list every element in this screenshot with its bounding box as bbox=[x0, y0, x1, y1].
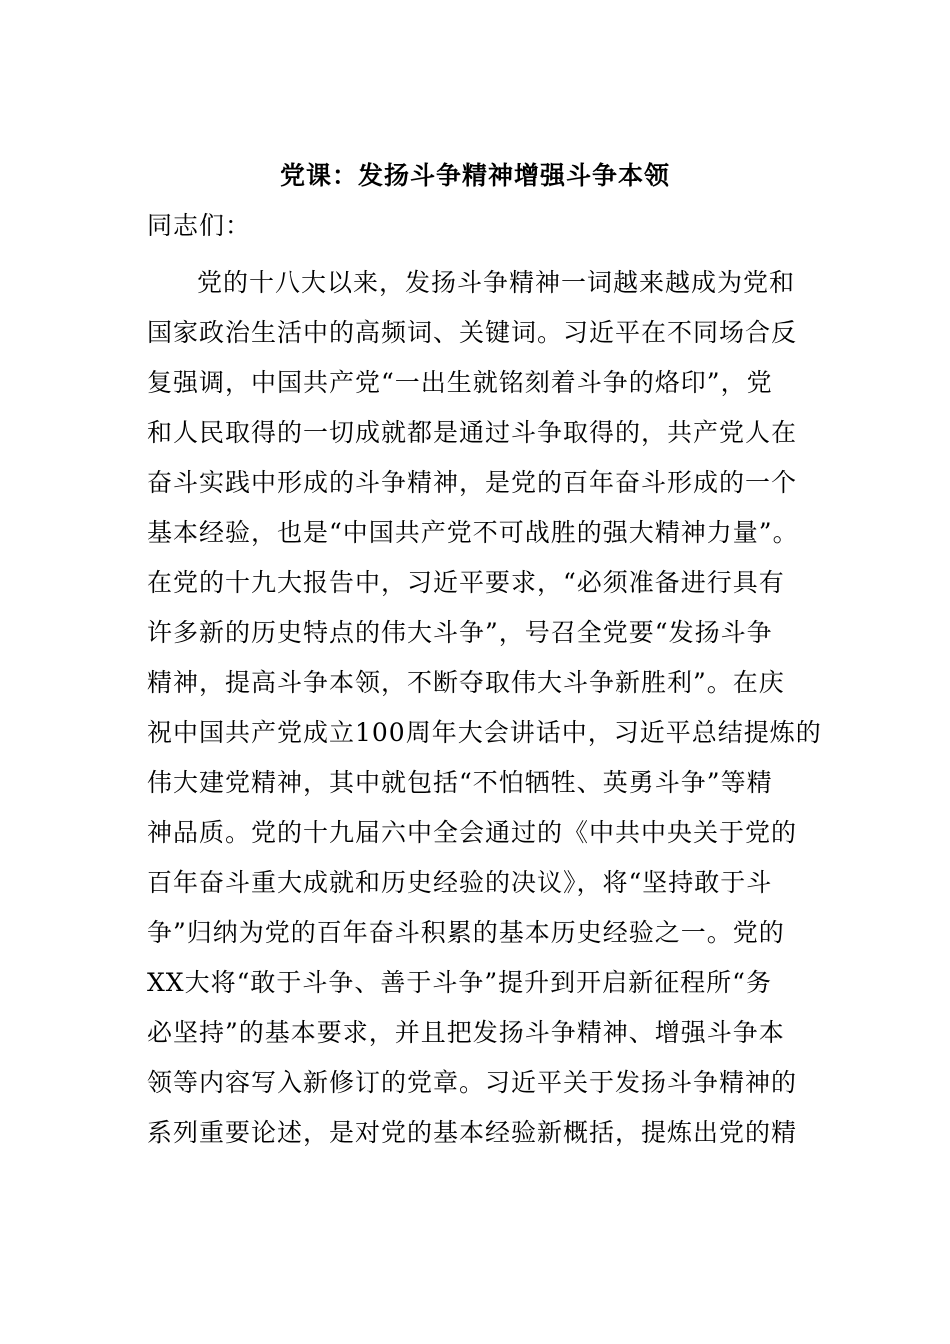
body-text bbox=[147, 258, 822, 1158]
text-line: 党的十八大以来，发扬斗争精神一词越来越成为党和 bbox=[197, 268, 796, 297]
text-line: 领等内容写入新修订的党章。习近平关于发扬斗争精神的 bbox=[147, 1068, 798, 1097]
document-title: 党课：发扬斗争精神增强斗争本领 bbox=[279, 161, 670, 190]
text-line: 精神，提高斗争本领，不断夺取伟大斗争新胜利”。在庆 bbox=[147, 668, 785, 697]
text-line: 神品质。党的十九届六中全会通过的《中共中央关于党的 bbox=[147, 818, 798, 847]
text-line: 祝中国共产党成立100周年大会讲话中，习近平总结提炼的 bbox=[147, 718, 822, 747]
text-line: 系列重要论述，是对党的基本经验新概括，提炼出党的精 bbox=[147, 1118, 798, 1147]
salutation: 同志们： bbox=[147, 211, 252, 240]
text-line: 复强调，中国共产党“一出生就铭刻着斗争的烙印”，党 bbox=[147, 368, 773, 397]
text-line: 奋斗实践中形成的斗争精神，是党的百年奋斗形成的一个 bbox=[147, 468, 798, 497]
text-line: 伟大建党精神，其中就包括“不怕牺牲、英勇斗争”等精 bbox=[147, 768, 773, 797]
text-line: XX大将“敢于斗争、善于斗争”提升到开启新征程所“务 bbox=[147, 968, 772, 997]
text-line: 国家政治生活中的高频词、关键词。习近平在不同场合反 bbox=[147, 318, 798, 347]
text-line: 必坚持”的基本要求，并且把发扬斗争精神、增强斗争本 bbox=[147, 1018, 785, 1047]
text-line: 基本经验，也是“中国共产党不可战胜的强大精神力量”。 bbox=[147, 518, 799, 547]
text-line: 许多新的历史特点的伟大斗争”，号召全党要“发扬斗争 bbox=[147, 618, 773, 647]
text-line: 争”归纳为党的百年奋斗积累的基本历史经验之一。党的 bbox=[147, 918, 785, 947]
text-line: 和人民取得的一切成就都是通过斗争取得的，共产党人在 bbox=[147, 418, 798, 447]
text-line: 在党的十九大报告中，习近平要求，“必须准备进行具有 bbox=[147, 568, 785, 597]
text-line: 百年奋斗重大成就和历史经验的决议》，将“坚持敢于斗 bbox=[147, 868, 773, 897]
